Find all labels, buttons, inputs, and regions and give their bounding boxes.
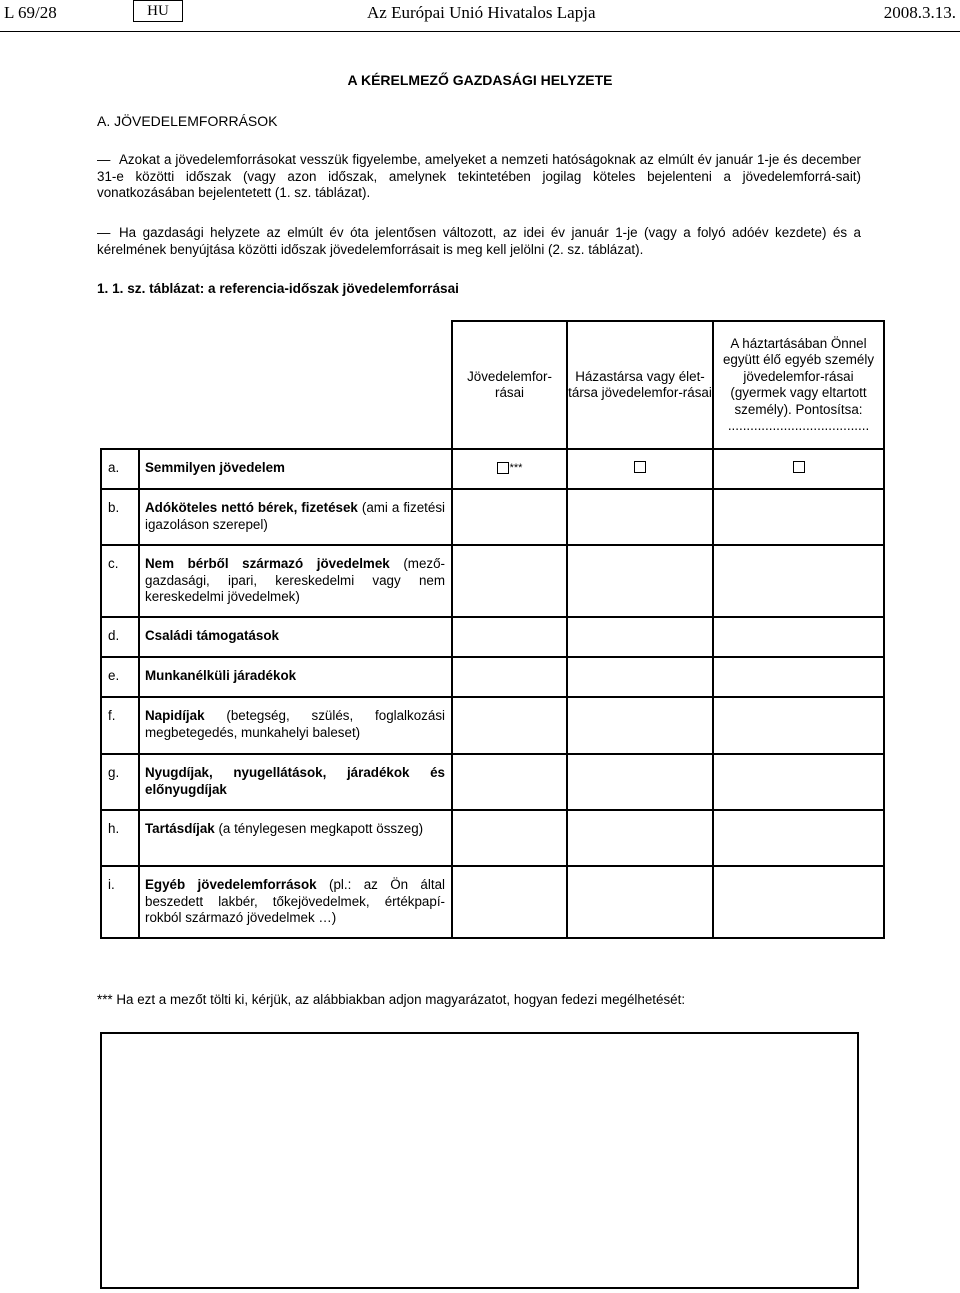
own-checkbox-cell bbox=[452, 449, 567, 489]
language-code-box: HU bbox=[133, 0, 183, 22]
checkbox-household-no-income[interactable] bbox=[793, 461, 805, 473]
table-row bbox=[101, 697, 884, 754]
household-input-cell[interactable] bbox=[713, 697, 884, 754]
row-letter: b. bbox=[101, 489, 139, 545]
spouse-input-cell[interactable] bbox=[567, 810, 713, 866]
col-header-own: Jövedelemfor-rásai bbox=[452, 321, 567, 449]
row-description: Nyugdíjak, nyugellátások, járadékok és előnyugdíjak bbox=[139, 754, 452, 810]
row-letter: h. bbox=[101, 810, 139, 866]
own-input-cell[interactable] bbox=[452, 810, 567, 866]
row-description: Családi támogatások bbox=[139, 617, 452, 657]
household-input-cell[interactable] bbox=[713, 810, 884, 866]
household-input-cell[interactable] bbox=[713, 617, 884, 657]
paragraph-reference-period bbox=[97, 152, 861, 202]
own-input-cell[interactable] bbox=[452, 489, 567, 545]
row-letter: c. bbox=[101, 545, 139, 617]
own-input-cell[interactable] bbox=[452, 617, 567, 657]
household-input-cell[interactable] bbox=[713, 489, 884, 545]
header-rule bbox=[0, 31, 960, 32]
journal-title: Az Európai Unió Hivatalos Lapja bbox=[367, 3, 596, 22]
spouse-input-cell[interactable] bbox=[567, 697, 713, 754]
footnote: *** Ha ezt a mezőt tölti ki, kérjük, az alábbiakban adjon magyarázatot, hogyan fedezi megélhetését: bbox=[97, 992, 686, 1007]
table-row bbox=[101, 449, 884, 489]
spouse-checkbox-cell bbox=[567, 449, 713, 489]
income-sources-table bbox=[100, 320, 885, 939]
checkbox-spouse-no-income[interactable] bbox=[634, 461, 646, 473]
spouse-input-cell[interactable] bbox=[567, 489, 713, 545]
table-row bbox=[101, 866, 884, 938]
page-title: A KÉRELMEZŐ GAZDASÁGI HELYZETE bbox=[347, 72, 613, 88]
specify-dots: ...................................... bbox=[727, 418, 870, 433]
spouse-input-cell[interactable] bbox=[567, 866, 713, 938]
row-description: Adóköteles nettó bérek, fizetések (ami a fizetési igazoláson szerepel) bbox=[139, 489, 452, 545]
own-input-cell[interactable] bbox=[452, 866, 567, 938]
table-header-row bbox=[101, 321, 884, 449]
page-header bbox=[0, 0, 960, 34]
row-description: Nem bérből származó jövedelmek (mező-gazdasági, ipari, kereskedelmi vagy nem kereskedelmi jövedelmek) bbox=[139, 545, 452, 617]
table-row bbox=[101, 754, 884, 810]
dash-bullet: — bbox=[97, 152, 111, 167]
table-caption: 1. 1. sz. táblázat: a referencia-időszak jövedelemforrásai bbox=[97, 281, 459, 296]
household-input-cell[interactable] bbox=[713, 545, 884, 617]
spouse-input-cell[interactable] bbox=[567, 754, 713, 810]
household-input-cell[interactable] bbox=[713, 657, 884, 697]
row-letter: g. bbox=[101, 754, 139, 810]
col-header-spouse: Házastársa vagy élet-társa jövedelemfor-rásai bbox=[567, 321, 713, 449]
row-description: Tartásdíjak (a ténylegesen megkapott összeg) bbox=[139, 810, 452, 866]
row-description: Napidíjak (betegség, szülés, foglalkozási megbetegedés, munkahelyi baleset) bbox=[139, 697, 452, 754]
row-description: Semmilyen jövedelem bbox=[139, 449, 452, 489]
row-letter: e. bbox=[101, 657, 139, 697]
row-description: Munkanélküli járadékok bbox=[139, 657, 452, 697]
household-checkbox-cell bbox=[713, 449, 884, 489]
household-input-cell[interactable] bbox=[713, 866, 884, 938]
table-row bbox=[101, 617, 884, 657]
explanation-textbox[interactable] bbox=[100, 1032, 859, 1289]
row-letter: d. bbox=[101, 617, 139, 657]
own-input-cell[interactable] bbox=[452, 697, 567, 754]
own-input-cell[interactable] bbox=[452, 754, 567, 810]
paragraph-changed-situation bbox=[97, 225, 861, 258]
row-description: Egyéb jövedelemforrások (pl.: az Ön által beszedett lakbér, tőkejövedelmek, értékpapí-rokból származó jövedelmek …) bbox=[139, 866, 452, 938]
table-row bbox=[101, 489, 884, 545]
table-row bbox=[101, 810, 884, 866]
row-letter: f. bbox=[101, 697, 139, 754]
table-row bbox=[101, 657, 884, 697]
row-letter: i. bbox=[101, 866, 139, 938]
row-letter: a. bbox=[101, 449, 139, 489]
page-reference: L 69/28 bbox=[4, 3, 57, 22]
section-heading: A. JÖVEDELEMFORRÁSOK bbox=[97, 113, 278, 129]
empty-corner-cell bbox=[101, 321, 452, 449]
spouse-input-cell[interactable] bbox=[567, 657, 713, 697]
table-row bbox=[101, 545, 884, 617]
publication-date: 2008.3.13. bbox=[883, 3, 956, 22]
checkbox-own-no-income[interactable] bbox=[497, 462, 509, 474]
own-input-cell[interactable] bbox=[452, 545, 567, 617]
household-input-cell[interactable] bbox=[713, 754, 884, 810]
spouse-input-cell[interactable] bbox=[567, 617, 713, 657]
col-header-household: A háztartásában Önnel együtt élő egyéb személy jövedelemfor-rásai (gyermek vagy eltartott személy). Pontosítsa: ...................................... bbox=[713, 321, 884, 449]
own-input-cell[interactable] bbox=[452, 657, 567, 697]
spouse-input-cell[interactable] bbox=[567, 545, 713, 617]
footnote-marker: *** bbox=[509, 462, 523, 474]
paragraph-text: Azokat a jövedelemforrásokat vesszük figyelembe, amelyeket a nemzeti hatóságoknak az elmúlt év január 1-je és december 31-e közötti időszak (vagy azon időszak, amelynek tekintetében jogilag köteles bejelenteni a jövedelemforrá-sait) vonatkozásában bejelentetett (1. sz. táblázat). bbox=[97, 152, 861, 200]
paragraph-text: Ha gazdasági helyzete az elmúlt év óta jelentősen változott, az idei év január 1-je (vagy a folyó adóév kezdete) és a kérelmének benyújtása közötti időszak jövedelemforrásait is meg kell jelölni (2. sz. táblázat). bbox=[97, 225, 861, 257]
dash-bullet: — bbox=[97, 225, 111, 240]
